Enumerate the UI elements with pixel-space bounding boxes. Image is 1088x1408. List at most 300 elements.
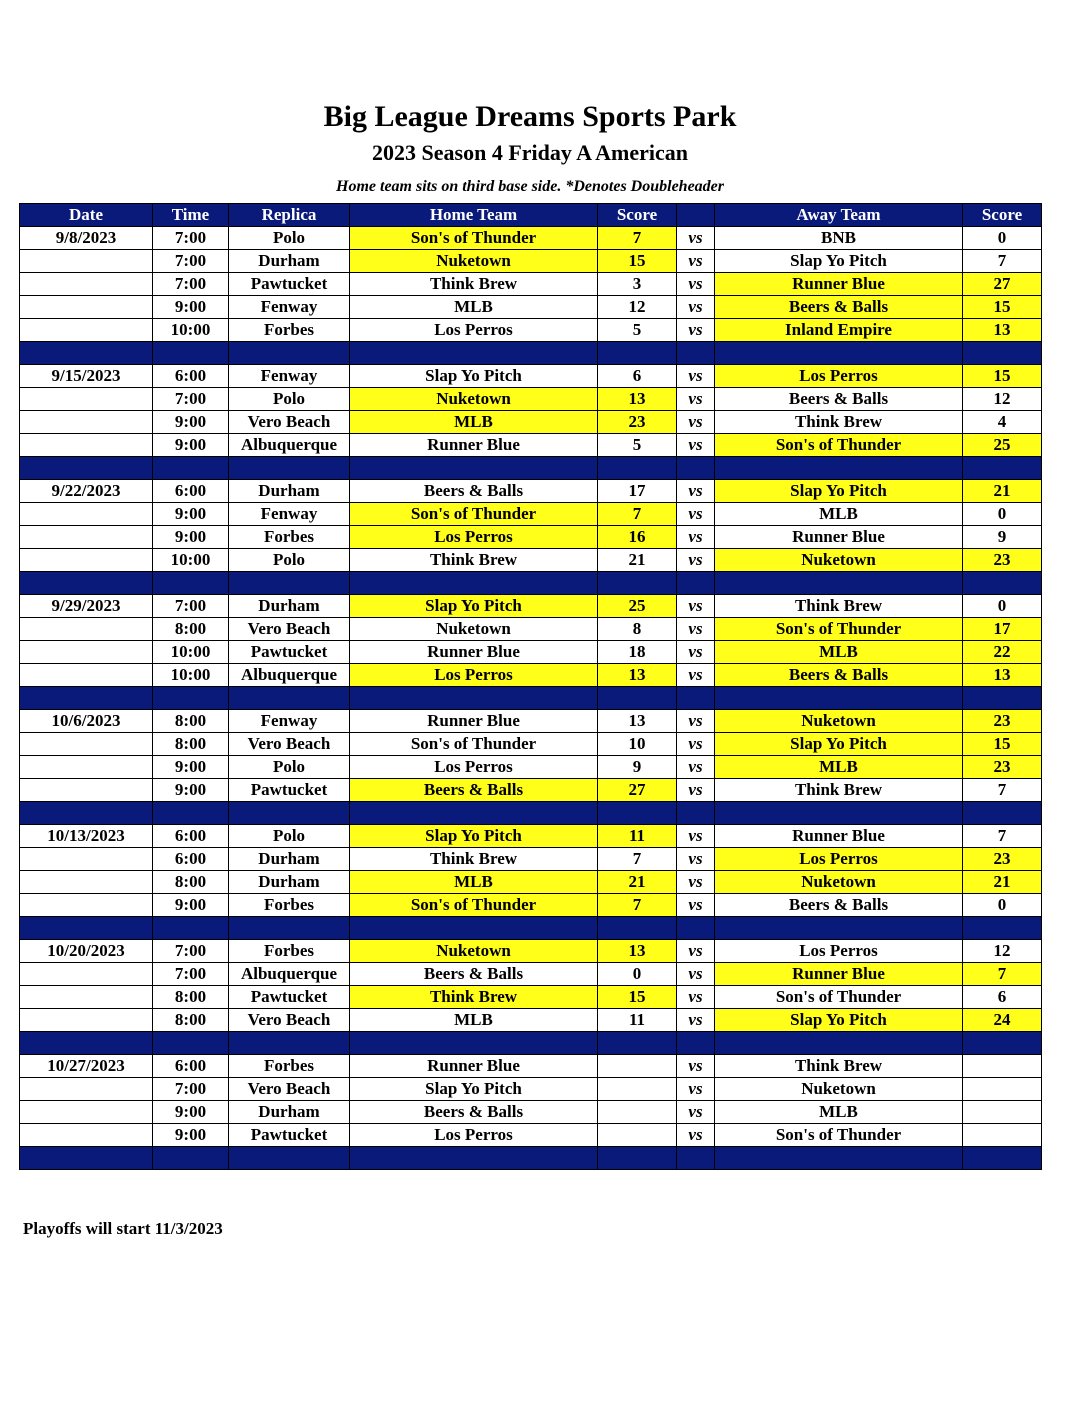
vs-cell: vs — [677, 480, 715, 503]
time-cell: 9:00 — [153, 526, 229, 549]
separator-cell — [20, 1032, 153, 1055]
away-score-cell: 13 — [963, 319, 1042, 342]
table-row — [20, 526, 1042, 549]
time-cell: 9:00 — [153, 1101, 229, 1124]
vs-cell: vs — [677, 825, 715, 848]
away-team-cell: Nuketown — [715, 549, 963, 572]
separator-cell — [20, 802, 153, 825]
away-team-cell: Beers & Balls — [715, 894, 963, 917]
table-row — [20, 411, 1042, 434]
away-team-cell: Los Perros — [715, 940, 963, 963]
away-score-cell: 23 — [963, 756, 1042, 779]
away-team-cell: Slap Yo Pitch — [715, 250, 963, 273]
home-score-cell — [598, 1055, 677, 1078]
separator-cell — [598, 457, 677, 480]
table-row — [20, 1009, 1042, 1032]
home-score-cell: 5 — [598, 434, 677, 457]
separator-cell — [153, 917, 229, 940]
separator-cell — [963, 1147, 1042, 1170]
col-header-date: Date — [20, 204, 153, 227]
time-cell: 7:00 — [153, 250, 229, 273]
time-cell: 10:00 — [153, 549, 229, 572]
date-cell — [20, 871, 153, 894]
separator-cell — [229, 1032, 350, 1055]
date-cell — [20, 388, 153, 411]
home-score-cell: 9 — [598, 756, 677, 779]
away-score-cell: 23 — [963, 848, 1042, 871]
time-cell: 7:00 — [153, 940, 229, 963]
away-team-cell: Runner Blue — [715, 963, 963, 986]
date-cell — [20, 526, 153, 549]
away-score-cell: 23 — [963, 710, 1042, 733]
home-team-cell: Beers & Balls — [350, 779, 598, 802]
vs-cell: vs — [677, 319, 715, 342]
separator-cell — [598, 917, 677, 940]
home-team-cell: Nuketown — [350, 940, 598, 963]
page-title: Big League Dreams Sports Park — [323, 100, 737, 133]
table-row — [20, 894, 1042, 917]
field-cell: Fenway — [229, 503, 350, 526]
home-score-cell: 7 — [598, 848, 677, 871]
home-score-cell: 11 — [598, 1009, 677, 1032]
field-cell: Fenway — [229, 365, 350, 388]
separator-cell — [598, 342, 677, 365]
away-team-cell: Runner Blue — [715, 825, 963, 848]
away-team-cell: Runner Blue — [715, 273, 963, 296]
field-cell: Durham — [229, 595, 350, 618]
field-cell: Durham — [229, 480, 350, 503]
date-cell — [20, 434, 153, 457]
away-team-cell: Think Brew — [715, 411, 963, 434]
home-team-cell: Los Perros — [350, 526, 598, 549]
home-team-cell: Son's of Thunder — [350, 733, 598, 756]
table-row — [20, 756, 1042, 779]
separator-cell — [350, 457, 598, 480]
table-row — [20, 848, 1042, 871]
week-separator-row — [20, 342, 1042, 365]
field-cell: Forbes — [229, 940, 350, 963]
separator-cell — [715, 802, 963, 825]
separator-cell — [715, 457, 963, 480]
home-team-cell: Son's of Thunder — [350, 503, 598, 526]
home-team-cell: Think Brew — [350, 848, 598, 871]
home-team-cell: Beers & Balls — [350, 480, 598, 503]
away-score-cell: 15 — [963, 296, 1042, 319]
home-team-cell: Think Brew — [350, 273, 598, 296]
table-row — [20, 986, 1042, 1009]
separator-cell — [677, 1032, 715, 1055]
field-cell: Vero Beach — [229, 733, 350, 756]
home-score-cell: 7 — [598, 503, 677, 526]
date-cell — [20, 779, 153, 802]
table-row — [20, 779, 1042, 802]
away-score-cell: 7 — [963, 250, 1042, 273]
date-cell: 9/8/2023 — [20, 227, 153, 250]
away-team-cell: Son's of Thunder — [715, 1124, 963, 1147]
home-score-cell: 11 — [598, 825, 677, 848]
field-cell: Fenway — [229, 296, 350, 319]
separator-cell — [229, 802, 350, 825]
home-team-cell: Los Perros — [350, 319, 598, 342]
time-cell: 6:00 — [153, 480, 229, 503]
field-cell: Albuquerque — [229, 664, 350, 687]
away-score-cell: 6 — [963, 986, 1042, 1009]
date-cell — [20, 319, 153, 342]
table-row — [20, 1101, 1042, 1124]
home-score-cell: 0 — [598, 963, 677, 986]
away-team-cell: Slap Yo Pitch — [715, 1009, 963, 1032]
away-team-cell: Think Brew — [715, 1055, 963, 1078]
separator-cell — [677, 917, 715, 940]
home-score-cell: 7 — [598, 894, 677, 917]
separator-cell — [229, 342, 350, 365]
away-score-cell: 7 — [963, 779, 1042, 802]
separator-cell — [963, 802, 1042, 825]
field-cell: Forbes — [229, 319, 350, 342]
separator-cell — [677, 342, 715, 365]
field-cell: Forbes — [229, 894, 350, 917]
date-cell: 10/13/2023 — [20, 825, 153, 848]
field-cell: Polo — [229, 388, 350, 411]
table-header-row — [20, 204, 1042, 227]
week-separator-row — [20, 1032, 1042, 1055]
field-cell: Pawtucket — [229, 1124, 350, 1147]
separator-cell — [715, 687, 963, 710]
week-separator-row — [20, 572, 1042, 595]
field-cell: Durham — [229, 848, 350, 871]
home-team-cell: Slap Yo Pitch — [350, 365, 598, 388]
separator-cell — [20, 1147, 153, 1170]
away-team-cell: MLB — [715, 503, 963, 526]
away-score-cell: 21 — [963, 480, 1042, 503]
home-score-cell: 15 — [598, 250, 677, 273]
vs-cell: vs — [677, 710, 715, 733]
separator-cell — [715, 1147, 963, 1170]
home-score-cell: 5 — [598, 319, 677, 342]
away-team-cell: Think Brew — [715, 595, 963, 618]
away-score-cell — [963, 1078, 1042, 1101]
table-row — [20, 434, 1042, 457]
field-cell: Pawtucket — [229, 986, 350, 1009]
separator-cell — [229, 1147, 350, 1170]
field-cell: Polo — [229, 756, 350, 779]
home-team-cell: Runner Blue — [350, 434, 598, 457]
field-cell: Polo — [229, 549, 350, 572]
home-team-cell: Nuketown — [350, 250, 598, 273]
separator-cell — [598, 802, 677, 825]
away-team-cell: Son's of Thunder — [715, 618, 963, 641]
separator-cell — [598, 1032, 677, 1055]
date-cell — [20, 963, 153, 986]
home-score-cell: 17 — [598, 480, 677, 503]
table-row — [20, 365, 1042, 388]
table-row — [20, 1124, 1042, 1147]
separator-cell — [963, 917, 1042, 940]
vs-cell: vs — [677, 641, 715, 664]
table-row — [20, 549, 1042, 572]
col-header-vs — [677, 204, 715, 227]
away-team-cell: Los Perros — [715, 848, 963, 871]
date-cell: 9/15/2023 — [20, 365, 153, 388]
time-cell: 6:00 — [153, 365, 229, 388]
schedule-body — [20, 227, 1042, 1170]
time-cell: 9:00 — [153, 894, 229, 917]
table-row — [20, 871, 1042, 894]
date-cell — [20, 411, 153, 434]
home-team-cell: MLB — [350, 871, 598, 894]
date-cell: 10/20/2023 — [20, 940, 153, 963]
time-cell: 9:00 — [153, 503, 229, 526]
table-row — [20, 227, 1042, 250]
table-row — [20, 1078, 1042, 1101]
date-cell — [20, 641, 153, 664]
field-cell: Pawtucket — [229, 779, 350, 802]
table-row — [20, 480, 1042, 503]
away-score-cell: 7 — [963, 963, 1042, 986]
time-cell: 6:00 — [153, 825, 229, 848]
date-cell — [20, 250, 153, 273]
home-score-cell: 3 — [598, 273, 677, 296]
away-team-cell: Think Brew — [715, 779, 963, 802]
separator-cell — [715, 342, 963, 365]
schedule-table — [19, 203, 1042, 1170]
away-score-cell — [963, 1055, 1042, 1078]
table-row — [20, 296, 1042, 319]
field-cell: Durham — [229, 250, 350, 273]
separator-cell — [153, 1147, 229, 1170]
home-team-cell: Slap Yo Pitch — [350, 595, 598, 618]
table-row — [20, 273, 1042, 296]
playoffs-note: Playoffs will start 11/3/2023 — [23, 1219, 223, 1238]
home-team-cell: Runner Blue — [350, 710, 598, 733]
away-score-cell: 13 — [963, 664, 1042, 687]
home-score-cell: 18 — [598, 641, 677, 664]
time-cell: 8:00 — [153, 1009, 229, 1032]
separator-cell — [229, 572, 350, 595]
away-score-cell: 9 — [963, 526, 1042, 549]
col-header-home-score: Score — [598, 204, 677, 227]
week-separator-row — [20, 457, 1042, 480]
home-score-cell: 13 — [598, 710, 677, 733]
home-team-cell: Runner Blue — [350, 641, 598, 664]
separator-cell — [715, 1032, 963, 1055]
away-score-cell: 22 — [963, 641, 1042, 664]
table-row — [20, 940, 1042, 963]
away-score-cell: 12 — [963, 940, 1042, 963]
away-score-cell: 4 — [963, 411, 1042, 434]
vs-cell: vs — [677, 1078, 715, 1101]
separator-cell — [715, 917, 963, 940]
vs-cell: vs — [677, 756, 715, 779]
separator-cell — [229, 917, 350, 940]
separator-cell — [153, 802, 229, 825]
away-score-cell: 7 — [963, 825, 1042, 848]
home-team-cell: Beers & Balls — [350, 1101, 598, 1124]
away-score-cell: 0 — [963, 894, 1042, 917]
vs-cell: vs — [677, 779, 715, 802]
away-team-cell: BNB — [715, 227, 963, 250]
home-score-cell — [598, 1078, 677, 1101]
home-score-cell: 25 — [598, 595, 677, 618]
away-score-cell: 0 — [963, 227, 1042, 250]
week-separator-row — [20, 917, 1042, 940]
away-team-cell: MLB — [715, 641, 963, 664]
time-cell: 9:00 — [153, 434, 229, 457]
vs-cell: vs — [677, 250, 715, 273]
separator-cell — [963, 342, 1042, 365]
away-score-cell: 24 — [963, 1009, 1042, 1032]
separator-cell — [677, 1147, 715, 1170]
time-cell: 7:00 — [153, 273, 229, 296]
vs-cell: vs — [677, 986, 715, 1009]
date-cell: 9/22/2023 — [20, 480, 153, 503]
field-cell: Vero Beach — [229, 1009, 350, 1032]
col-header-home-team: Home Team — [350, 204, 598, 227]
field-cell: Vero Beach — [229, 1078, 350, 1101]
home-team-cell: Slap Yo Pitch — [350, 1078, 598, 1101]
vs-cell: vs — [677, 1009, 715, 1032]
date-cell — [20, 848, 153, 871]
field-cell: Forbes — [229, 1055, 350, 1078]
home-team-cell: Son's of Thunder — [350, 894, 598, 917]
date-cell — [20, 1009, 153, 1032]
away-score-cell: 27 — [963, 273, 1042, 296]
away-score-cell: 25 — [963, 434, 1042, 457]
time-cell: 9:00 — [153, 779, 229, 802]
field-cell: Durham — [229, 1101, 350, 1124]
table-row — [20, 710, 1042, 733]
field-cell: Vero Beach — [229, 618, 350, 641]
home-team-cell: Nuketown — [350, 618, 598, 641]
separator-cell — [350, 342, 598, 365]
field-cell: Durham — [229, 871, 350, 894]
vs-cell: vs — [677, 1055, 715, 1078]
time-cell: 9:00 — [153, 1124, 229, 1147]
date-cell — [20, 664, 153, 687]
time-cell: 7:00 — [153, 1078, 229, 1101]
vs-cell: vs — [677, 365, 715, 388]
separator-cell — [677, 572, 715, 595]
time-cell: 8:00 — [153, 986, 229, 1009]
time-cell: 8:00 — [153, 733, 229, 756]
away-team-cell: Nuketown — [715, 710, 963, 733]
home-team-cell: Los Perros — [350, 1124, 598, 1147]
away-team-cell: Son's of Thunder — [715, 434, 963, 457]
vs-cell: vs — [677, 664, 715, 687]
time-cell: 6:00 — [153, 1055, 229, 1078]
away-team-cell: MLB — [715, 1101, 963, 1124]
field-cell: Forbes — [229, 526, 350, 549]
home-team-cell: MLB — [350, 1009, 598, 1032]
home-score-cell: 16 — [598, 526, 677, 549]
week-separator-row — [20, 1147, 1042, 1170]
separator-cell — [963, 457, 1042, 480]
table-row — [20, 641, 1042, 664]
away-team-cell: Beers & Balls — [715, 296, 963, 319]
separator-cell — [20, 687, 153, 710]
time-cell: 9:00 — [153, 756, 229, 779]
week-separator-row — [20, 687, 1042, 710]
vs-cell: vs — [677, 503, 715, 526]
away-team-cell: MLB — [715, 756, 963, 779]
table-row — [20, 503, 1042, 526]
vs-cell: vs — [677, 227, 715, 250]
separator-cell — [20, 572, 153, 595]
date-cell — [20, 503, 153, 526]
home-team-cell: MLB — [350, 296, 598, 319]
away-team-cell: Slap Yo Pitch — [715, 480, 963, 503]
home-team-cell: MLB — [350, 411, 598, 434]
home-team-cell: Son's of Thunder — [350, 227, 598, 250]
table-row — [20, 825, 1042, 848]
away-score-cell: 15 — [963, 365, 1042, 388]
vs-cell: vs — [677, 388, 715, 411]
vs-cell: vs — [677, 871, 715, 894]
home-team-cell: Los Perros — [350, 664, 598, 687]
separator-cell — [350, 802, 598, 825]
vs-cell: vs — [677, 940, 715, 963]
vs-cell: vs — [677, 963, 715, 986]
away-team-cell: Inland Empire — [715, 319, 963, 342]
vs-cell: vs — [677, 618, 715, 641]
vs-cell: vs — [677, 549, 715, 572]
separator-cell — [677, 687, 715, 710]
field-cell: Fenway — [229, 710, 350, 733]
separator-cell — [963, 1032, 1042, 1055]
field-cell: Polo — [229, 825, 350, 848]
field-cell: Pawtucket — [229, 273, 350, 296]
home-team-cell: Think Brew — [350, 986, 598, 1009]
date-cell — [20, 1078, 153, 1101]
separator-cell — [677, 457, 715, 480]
date-cell — [20, 1124, 153, 1147]
time-cell: 9:00 — [153, 296, 229, 319]
time-cell: 8:00 — [153, 618, 229, 641]
home-team-cell: Los Perros — [350, 756, 598, 779]
away-score-cell — [963, 1124, 1042, 1147]
vs-cell: vs — [677, 733, 715, 756]
home-score-cell: 8 — [598, 618, 677, 641]
away-team-cell: Son's of Thunder — [715, 986, 963, 1009]
away-team-cell: Runner Blue — [715, 526, 963, 549]
vs-cell: vs — [677, 1124, 715, 1147]
separator-cell — [963, 687, 1042, 710]
home-score-cell: 6 — [598, 365, 677, 388]
separator-cell — [350, 1147, 598, 1170]
away-score-cell: 15 — [963, 733, 1042, 756]
separator-cell — [20, 917, 153, 940]
col-header-away-team: Away Team — [715, 204, 963, 227]
table-row — [20, 319, 1042, 342]
field-cell: Vero Beach — [229, 411, 350, 434]
home-score-cell: 13 — [598, 940, 677, 963]
table-row — [20, 733, 1042, 756]
field-cell: Albuquerque — [229, 963, 350, 986]
vs-cell: vs — [677, 526, 715, 549]
separator-cell — [715, 572, 963, 595]
separator-cell — [598, 1147, 677, 1170]
table-row — [20, 595, 1042, 618]
field-cell: Pawtucket — [229, 641, 350, 664]
date-cell — [20, 733, 153, 756]
date-cell — [20, 618, 153, 641]
away-score-cell: 0 — [963, 595, 1042, 618]
date-cell — [20, 894, 153, 917]
home-score-cell: 10 — [598, 733, 677, 756]
date-cell — [20, 296, 153, 319]
separator-cell — [963, 572, 1042, 595]
table-row — [20, 388, 1042, 411]
